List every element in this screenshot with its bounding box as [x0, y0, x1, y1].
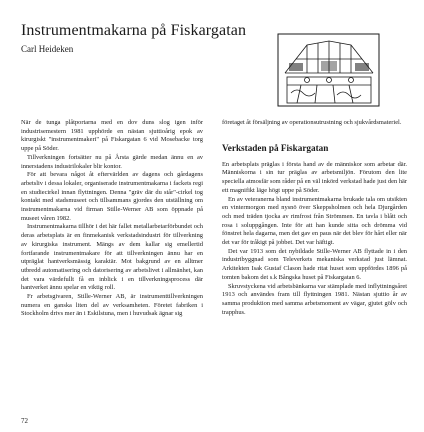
workshop-sketch-illustration: [277, 33, 380, 107]
paragraph: För att bevara något åt eftervärlden av dagens och gårdagens arbetsliv i dessa lokaler, organiserade instrumentmakarna i fackets regi en studiecirkel innan flyttningen. Denna "gräv där du står"-cirkel tog kontakt med stadsmuseet och tillsammans gjordes den utställning om instrumentmakarna vid firman Stille-Werner AB som öppnade på museet våren 1982.: [21, 171, 203, 222]
paragraph: företaget åt försäljning av operationsutrustning och sjukvårdsmateriel.: [222, 119, 402, 126]
left-column: [21, 119, 203, 319]
paragraph: Tillverkningen fortsätter nu på Årsta gärde medan ännu en av innerstadens industrilokaler blir kontor.: [21, 153, 203, 170]
page-number: 72: [21, 417, 28, 425]
paragraph: En arbetsplats präglas i första hand av de människor som arbetar där. Människorna i sin tur präglas av arbetsmiljön. Förutom den lite speciella atmosfär som råder på en väl inkörd verkstad hade just den här ett magnifikt läge högt uppe på Söder.: [222, 160, 407, 194]
paragraph: Fr arbetsgivaren, Stille-Werner AB, är instrumenttillverkningen numera en ganska liten del av verksamheten. Företet fabriken i Stockholm drivs mer än i Eskilstuna, men i huvudsak ägnar sig: [21, 293, 203, 318]
paragraph: Det var 1913 som det nybildade Stille-Werner AB flyttade in i den industribyggnad som Televerkets mekaniska verkstad just lämnat. Arkitekten Isak Gustaf Clason hade ritat huset som uppfördes 1896 på tomten bakom det s.k Bångska huset på Fiskargatan 6.: [222, 247, 407, 281]
paragraph: Instrumentmakarna tillhör i det här fallet metallarbetarförbundet och deras arbetsplats är en finmekanisk verkstadsindustri för tillverkning av kirurgiska instrument. Mängs av dem kallar sig emellertid fortfarande instrumentmakare för att tillverkningen ännu har en utpräglat hantverksmässig karaktär. Mot bakgrund av en alltmer utbredd automatisering och datorisering av arbetslivet i allmänhet, kan det vara värdefullt få en inblick i en tillverkningsprocess där hantverket ännu spelar en viktig roll.: [21, 223, 203, 292]
paragraph: En av veteranerna bland instrumentmakarna brukade tala om utsikten en vintermorgon med nysnö över Skeppsholmen och hela Djurgården och med träden tjocka av rimfrost från Strömmen. En tavla i blått och rosa i soluppgången. Inte för att han kunde sitta och drömma vid fönstret hela dagarna, men det gav en paus när det blev för hårt eller när det var för tråkigt på jobbet. Det var häftigt.: [222, 195, 407, 247]
paragraph: När de tunga plåtportarna med en dov duns slog igen inför industrisemestern 1981 upphörde en nästan sjuttioårig epok av kirurgiskt "instrumentmakeri" på Fiskargatan 6 vid Mosebacke torg uppe på Söder.: [21, 119, 203, 153]
article-title: Instrumentmakarna på Fiskargatan: [21, 22, 247, 39]
right-column: [222, 119, 407, 317]
section-heading: Verkstaden på Fiskargatan: [222, 142, 329, 153]
paragraph: Skruvstyckena vid arbetsbänkarna var stämplade med inflyttningsåret 1913 och användes fram till flyttningen 1981. Nästan sjuttio år av samma produktion med samma arbetsmoment av vägar, gjutet gölv och trapphus.: [222, 282, 407, 316]
author-name: Carl Heideken: [21, 44, 74, 54]
